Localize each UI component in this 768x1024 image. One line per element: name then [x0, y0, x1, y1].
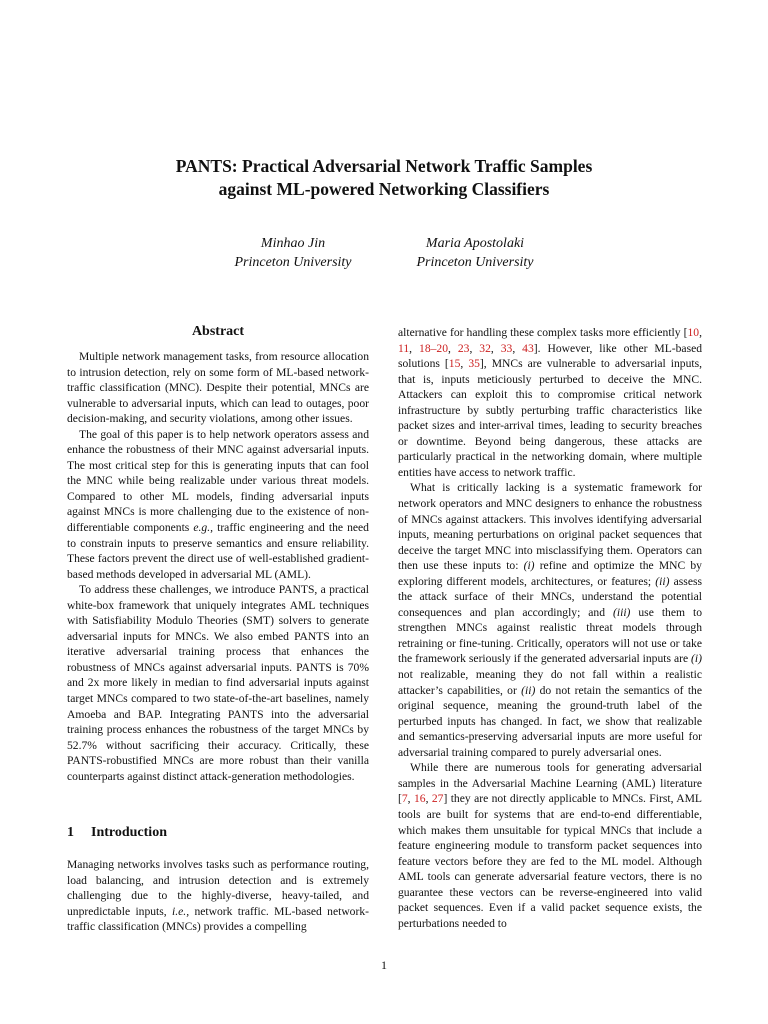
citation-link[interactable]: 7 — [401, 792, 408, 806]
author-1-affiliation: Princeton University — [234, 255, 352, 270]
abstract-body — [67, 349, 369, 784]
intro-paragraph-1-cont: alternative for handling these complex tasks more efficiently [10, 11, 18–20, 23, 32, 33, 43]. However, like other ML-based solutions [15, 35], MNCs are vulnerable to adversarial inputs, that is, inputs meticiously perturbed to deceive the MNC. Attackers can exploit this to compromise critical network infrastructure by subtly perturbing traffic characteristics like packet sizes and inter-arrival times, leading to security breaches or downtime. Beyond being dangerous, these attacks are particularly practical in the networking domain, where multiple entities have access to network traffic. — [398, 326, 703, 479]
citation-link[interactable]: 23 — [457, 341, 470, 355]
citation-link[interactable]: 27 — [431, 792, 444, 806]
citation-link[interactable]: 18–20 — [419, 341, 448, 355]
section-number: 1 — [67, 825, 74, 840]
citation-link[interactable]: 32 — [479, 341, 491, 355]
author-1-name: Minhao Jin — [260, 236, 326, 251]
paper-title — [0, 155, 768, 201]
intro-paragraph-1: Managing networks involves tasks such as performance routing, load balancing, and intrusion detection and is extremely challenging due to the highly-diverse, heavy-tailed, and unpredictable inputs, i.e., network traffic. ML-based network-traffic classification (MNCs) provides a compelling — [67, 858, 370, 934]
introduction-body-right — [398, 325, 702, 931]
section-heading-introduction — [67, 825, 167, 841]
author-2-name: Maria Apostolaki — [425, 236, 525, 251]
abstract-heading: Abstract — [191, 324, 245, 339]
citation-link[interactable]: 35 — [468, 357, 480, 371]
author-2 — [398, 234, 552, 272]
intro-paragraph-2: What is critically lacking is a systematic framework for network operators and MNC designers to enhance the robustness of MNCs against attackers. This involves identifying adversarial inputs, meaning perturbations on original packet sequences that deceive the target MNC into misclassifying them. Operators can then use these inputs to: (i) refine and optimize the MNC by exploring different models, architectures, or features; (ii) assess the attack surface of their MNCs, understand the potential consequences and plan accordingly; and (iii) use them to strengthen MNCs against realistic threat models through retraining or fine-tuning. Critically, operators will not use or take the framework seriously if the generated adversarial inputs are (i) not realizable, meaning they do not fall within a realistic attacker’s capabilities, or (ii) do not retain the semantics of the original sequence, meaning the ground-truth label of the perturbed inputs has changed. In fact, we show that realizable and semantics-preserving adversarial inputs are more useful for adversarial training compared to purely adversarial ones. — [398, 481, 702, 759]
title-line-2: against ML-powered Networking Classifiers — [218, 179, 550, 199]
page-number: 1 — [381, 958, 387, 972]
abstract-paragraph-3: To address these challenges, we introduce PANTS, a practical white-box framework that uniquely integrates AML techniques with Satisfiability Modulo Theories (SMT) solvers to generate adversarial inputs for MNCs. We also embed PANTS into an iterative adversarial training process that enhances the robustness of MNCs against adversarial inputs. PANTS is 70% and 2x more likely in median to find adversarial inputs against target MNCs compared to two state-of-the-art baselines, namely Amoeba and BAP. Integrating PANTS into the adversarial training process enhances the robustness of the target MNCs by 52.7% without sacrificing their accuracy. Critically, these PANTS-robustified MNCs are more robust than their vanilla counterparts against distinct attack-generation methodologies. — [67, 583, 369, 783]
citation-link[interactable]: 11 — [398, 341, 410, 355]
author-2-affiliation: Princeton University — [416, 255, 534, 270]
abstract-paragraph-1: Multiple network management tasks, from resource allocation to intrusion detection, rely on some form of ML-based network-traffic classification (MNC). Despite their potential, MNCs are vulnerable to adversarial inputs, which can lead to outages, poor decision-making, and security violations, among other issues. — [67, 350, 369, 426]
citation-link[interactable]: 15 — [448, 357, 461, 371]
title-line-1: PANTS: Practical Adversarial Network Traffic Samples — [175, 156, 593, 176]
author-1 — [216, 234, 370, 272]
intro-paragraph-3: While there are numerous tools for generating adversarial samples in the Adversarial Machine Learning (AML) literature [7, 16, 27] they are not directly applicable to MNCs. First, AML tools are built for systems that are end-to-end differentiable, which makes them unsuitable for typical MNCs that include a feature engineering module to transform packet sequences into feature vectors before they are fed to the ML model. Although AML tools can generate adversarial feature vectors, there is no guarantee these vectors can be reverse-engineered into valid packet sequences. Even if a valid packet sequence exists, the perturbations needed to — [398, 761, 702, 930]
citation-link[interactable]: 33 — [500, 341, 513, 355]
citation-link[interactable]: 43 — [522, 341, 534, 355]
introduction-body-left — [67, 857, 369, 935]
abstract-paragraph-2: The goal of this paper is to help network operators assess and enhance the robustness of their MNC against adversarial inputs. The most critical step for this is generating inputs that can fool the MNC while being realizable under various threat models. Compared to other ML models, finding adversarial inputs against MNCs is more challenging due to the existence of non-differentiable components e.g., traffic engineering and the need to constrain inputs to preserve semantics and ensure reliability. These factors prevent the direct use of well-established gradient-based methods developed in adversarial ML (AML). — [67, 427, 369, 581]
citation-link[interactable]: 16 — [413, 792, 426, 806]
citation-link[interactable]: 10 — [687, 326, 700, 339]
section-title: Introduction — [91, 825, 167, 840]
